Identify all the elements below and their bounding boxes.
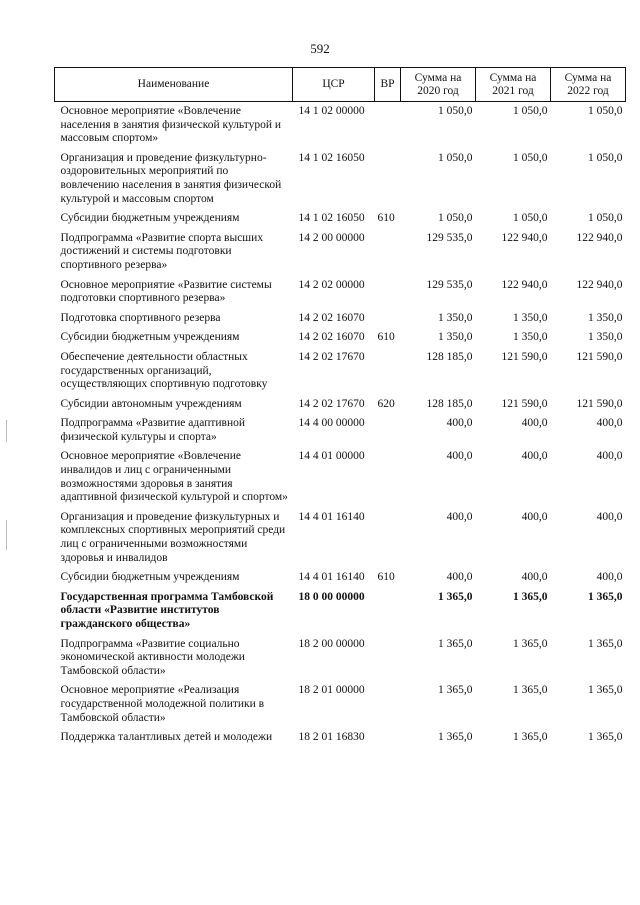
table-row xyxy=(55,309,626,329)
row-sum-2022: 1 050,0 xyxy=(588,105,623,117)
row-sum-2021: 1 365,0 xyxy=(513,590,548,603)
row-vr: 610 xyxy=(377,331,395,344)
header-vr: ВР xyxy=(375,68,401,102)
row-name: Организация и проведение физкультурно-оздоровительных мероприятий по вовлечению населения в занятия физической культурой и массовым спортом xyxy=(60,151,282,205)
row-vr xyxy=(375,728,401,748)
row-sum-2021: 400,0 xyxy=(521,510,548,523)
row-vr xyxy=(375,588,401,635)
table-row xyxy=(55,681,626,728)
table-body xyxy=(55,102,626,748)
row-sum-2020: 400,0 xyxy=(446,450,473,463)
table-row xyxy=(55,447,626,507)
row-sum-2022: 1 350,0 xyxy=(588,311,623,324)
row-sum-2021: 400,0 xyxy=(521,571,548,584)
row-name: Поддержка талантливых детей и молодежи xyxy=(60,731,273,744)
row-sum-2020: 1 350,0 xyxy=(438,311,473,324)
row-sum-2022: 400,0 xyxy=(596,417,623,430)
row-vr xyxy=(375,414,401,447)
row-name: Организация и проведение физкультурных и комплексных спортивных мероприятий среди лиц с ограниченными возможностями здоровья и инвалидов xyxy=(60,510,286,564)
table-row xyxy=(55,328,626,348)
row-sum-2021: 1 050,0 xyxy=(513,212,548,225)
row-name: Субсидии автономным учреждениям xyxy=(60,397,242,410)
row-sum-2021: 1 050,0 xyxy=(513,151,548,164)
header-csr: ЦСР xyxy=(293,68,375,102)
table-row xyxy=(55,276,626,309)
row-sum-2020: 400,0 xyxy=(446,417,473,430)
row-sum-2021: 1 350,0 xyxy=(513,331,548,344)
table-row xyxy=(55,209,626,229)
row-name: Подпрограмма «Развитие спорта высших достижений и системы подготовки спортивного резерва» xyxy=(60,231,264,271)
row-sum-2020: 1 365,0 xyxy=(438,731,473,744)
row-sum-2022: 1 050,0 xyxy=(588,212,623,225)
header-sum-2021: Сумма на 2021 год xyxy=(476,68,551,102)
row-csr: 18 2 01 00000 xyxy=(298,684,365,697)
row-csr: 14 2 02 16070 xyxy=(298,311,365,324)
row-sum-2021: 1 365,0 xyxy=(513,731,548,744)
row-vr xyxy=(375,508,401,568)
row-name: Основное мероприятие «Вовлечение инвалидов и лиц с ограниченными возможностями здоровья в занятия адаптивной физической культурой и спортом» xyxy=(60,450,288,504)
header-sum-2022: Сумма на 2022 год xyxy=(551,68,626,102)
table-row xyxy=(55,395,626,415)
row-sum-2022: 400,0 xyxy=(596,450,623,463)
row-vr xyxy=(375,447,401,507)
row-csr: 14 4 00 00000 xyxy=(298,417,365,430)
row-vr xyxy=(375,276,401,309)
header-sum-2020: Сумма на 2020 год xyxy=(401,68,476,102)
row-vr xyxy=(375,635,401,682)
table-row xyxy=(55,348,626,395)
table-row xyxy=(55,229,626,276)
row-sum-2020: 1 365,0 xyxy=(438,637,473,650)
row-vr xyxy=(375,149,401,209)
row-vr xyxy=(375,348,401,395)
row-csr: 18 2 01 16830 xyxy=(298,731,365,744)
row-sum-2021: 400,0 xyxy=(521,450,548,463)
row-vr: 620 xyxy=(377,397,395,410)
table-row xyxy=(55,635,626,682)
row-sum-2022: 122 940,0 xyxy=(576,278,623,291)
row-sum-2021: 1 365,0 xyxy=(513,637,548,650)
row-sum-2020: 1 050,0 xyxy=(438,151,473,164)
row-sum-2021: 1 365,0 xyxy=(513,684,548,697)
row-sum-2022: 1 350,0 xyxy=(588,331,623,344)
row-csr: 14 4 01 00000 xyxy=(298,450,365,463)
row-sum-2021: 1 050,0 xyxy=(513,105,548,117)
table-row xyxy=(55,414,626,447)
row-sum-2022: 121 590,0 xyxy=(576,350,623,363)
row-csr: 14 2 02 17670 xyxy=(298,350,365,363)
row-sum-2021: 121 590,0 xyxy=(501,350,548,363)
row-csr: 14 2 02 17670 xyxy=(298,397,365,410)
row-vr xyxy=(375,229,401,276)
table-row xyxy=(55,568,626,588)
row-sum-2022: 1 050,0 xyxy=(588,151,623,164)
row-name: Подготовка спортивного резерва xyxy=(60,311,221,324)
row-name: Государственная программа Тамбовской области «Развитие институтов гражданского общества» xyxy=(60,590,274,630)
row-sum-2020: 128 185,0 xyxy=(426,350,473,363)
row-csr: 14 1 02 16050 xyxy=(298,212,365,225)
row-name: Подпрограмма «Развитие адаптивной физической культуры и спорта» xyxy=(60,417,246,443)
row-name: Субсидии бюджетным учреждениям xyxy=(60,571,240,584)
scan-edge-mark xyxy=(6,420,7,442)
row-name: Основное мероприятие «Реализация государственной молодежной политики в Тамбовской области» xyxy=(60,684,265,724)
row-sum-2020: 1 350,0 xyxy=(438,331,473,344)
row-sum-2022: 1 365,0 xyxy=(588,590,623,603)
row-sum-2022: 1 365,0 xyxy=(588,637,623,650)
row-sum-2020: 400,0 xyxy=(446,510,473,523)
row-vr: 610 xyxy=(377,571,395,584)
row-sum-2020: 1 365,0 xyxy=(438,590,473,603)
header-name: Наименование xyxy=(55,68,293,102)
row-csr: 14 4 01 16140 xyxy=(298,571,365,584)
row-csr: 14 2 02 16070 xyxy=(298,331,365,344)
row-sum-2020: 1 365,0 xyxy=(438,684,473,697)
row-sum-2021: 1 350,0 xyxy=(513,311,548,324)
row-name: Обеспечение деятельности областных государственных организаций, осуществляющих спортивную подготовку xyxy=(60,350,268,391)
row-sum-2020: 400,0 xyxy=(446,571,473,584)
table-header xyxy=(55,68,626,102)
row-vr xyxy=(375,102,401,149)
row-name: Субсидии бюджетным учреждениям xyxy=(60,212,240,225)
row-csr: 14 2 02 00000 xyxy=(298,278,365,291)
row-vr: 610 xyxy=(377,212,395,225)
row-vr xyxy=(375,309,401,329)
budget-table xyxy=(54,67,626,748)
row-sum-2022: 400,0 xyxy=(596,510,623,523)
row-sum-2021: 400,0 xyxy=(521,417,548,430)
row-csr: 18 2 00 00000 xyxy=(298,637,365,650)
scan-edge-mark xyxy=(6,520,7,550)
page-number: 592 xyxy=(310,41,330,56)
row-sum-2022: 122 940,0 xyxy=(576,231,623,244)
row-name: Основное мероприятие «Вовлечение населения в занятия физической культурой и массовым спортом» xyxy=(60,105,282,145)
table-row xyxy=(55,149,626,209)
row-sum-2020: 1 050,0 xyxy=(438,105,473,117)
row-csr: 18 0 00 00000 xyxy=(298,590,365,603)
table-row xyxy=(55,588,626,635)
table-row xyxy=(55,508,626,568)
row-csr: 14 1 02 16050 xyxy=(298,151,365,164)
row-sum-2022: 121 590,0 xyxy=(576,397,623,410)
row-sum-2020: 129 535,0 xyxy=(426,278,473,291)
table-row xyxy=(55,102,626,149)
row-sum-2020: 1 050,0 xyxy=(438,212,473,225)
row-csr: 14 1 02 00000 xyxy=(298,105,365,117)
row-sum-2021: 122 940,0 xyxy=(501,278,548,291)
row-sum-2022: 400,0 xyxy=(596,571,623,584)
row-csr: 14 2 00 00000 xyxy=(298,231,365,244)
row-name: Основное мероприятие «Развитие системы подготовки спортивного резерва» xyxy=(60,278,272,305)
row-name: Субсидии бюджетным учреждениям xyxy=(60,331,240,344)
row-sum-2022: 1 365,0 xyxy=(588,731,623,744)
row-sum-2021: 122 940,0 xyxy=(501,231,548,244)
row-sum-2022: 1 365,0 xyxy=(588,684,623,697)
row-sum-2020: 128 185,0 xyxy=(426,397,473,410)
row-sum-2021: 121 590,0 xyxy=(501,397,548,410)
row-sum-2020: 129 535,0 xyxy=(426,231,473,244)
row-name: Подпрограмма «Развитие социально экономической активности молодежи Тамбовской области» xyxy=(60,637,245,677)
table-row xyxy=(55,728,626,748)
row-csr: 14 4 01 16140 xyxy=(298,510,365,523)
row-vr xyxy=(375,681,401,728)
